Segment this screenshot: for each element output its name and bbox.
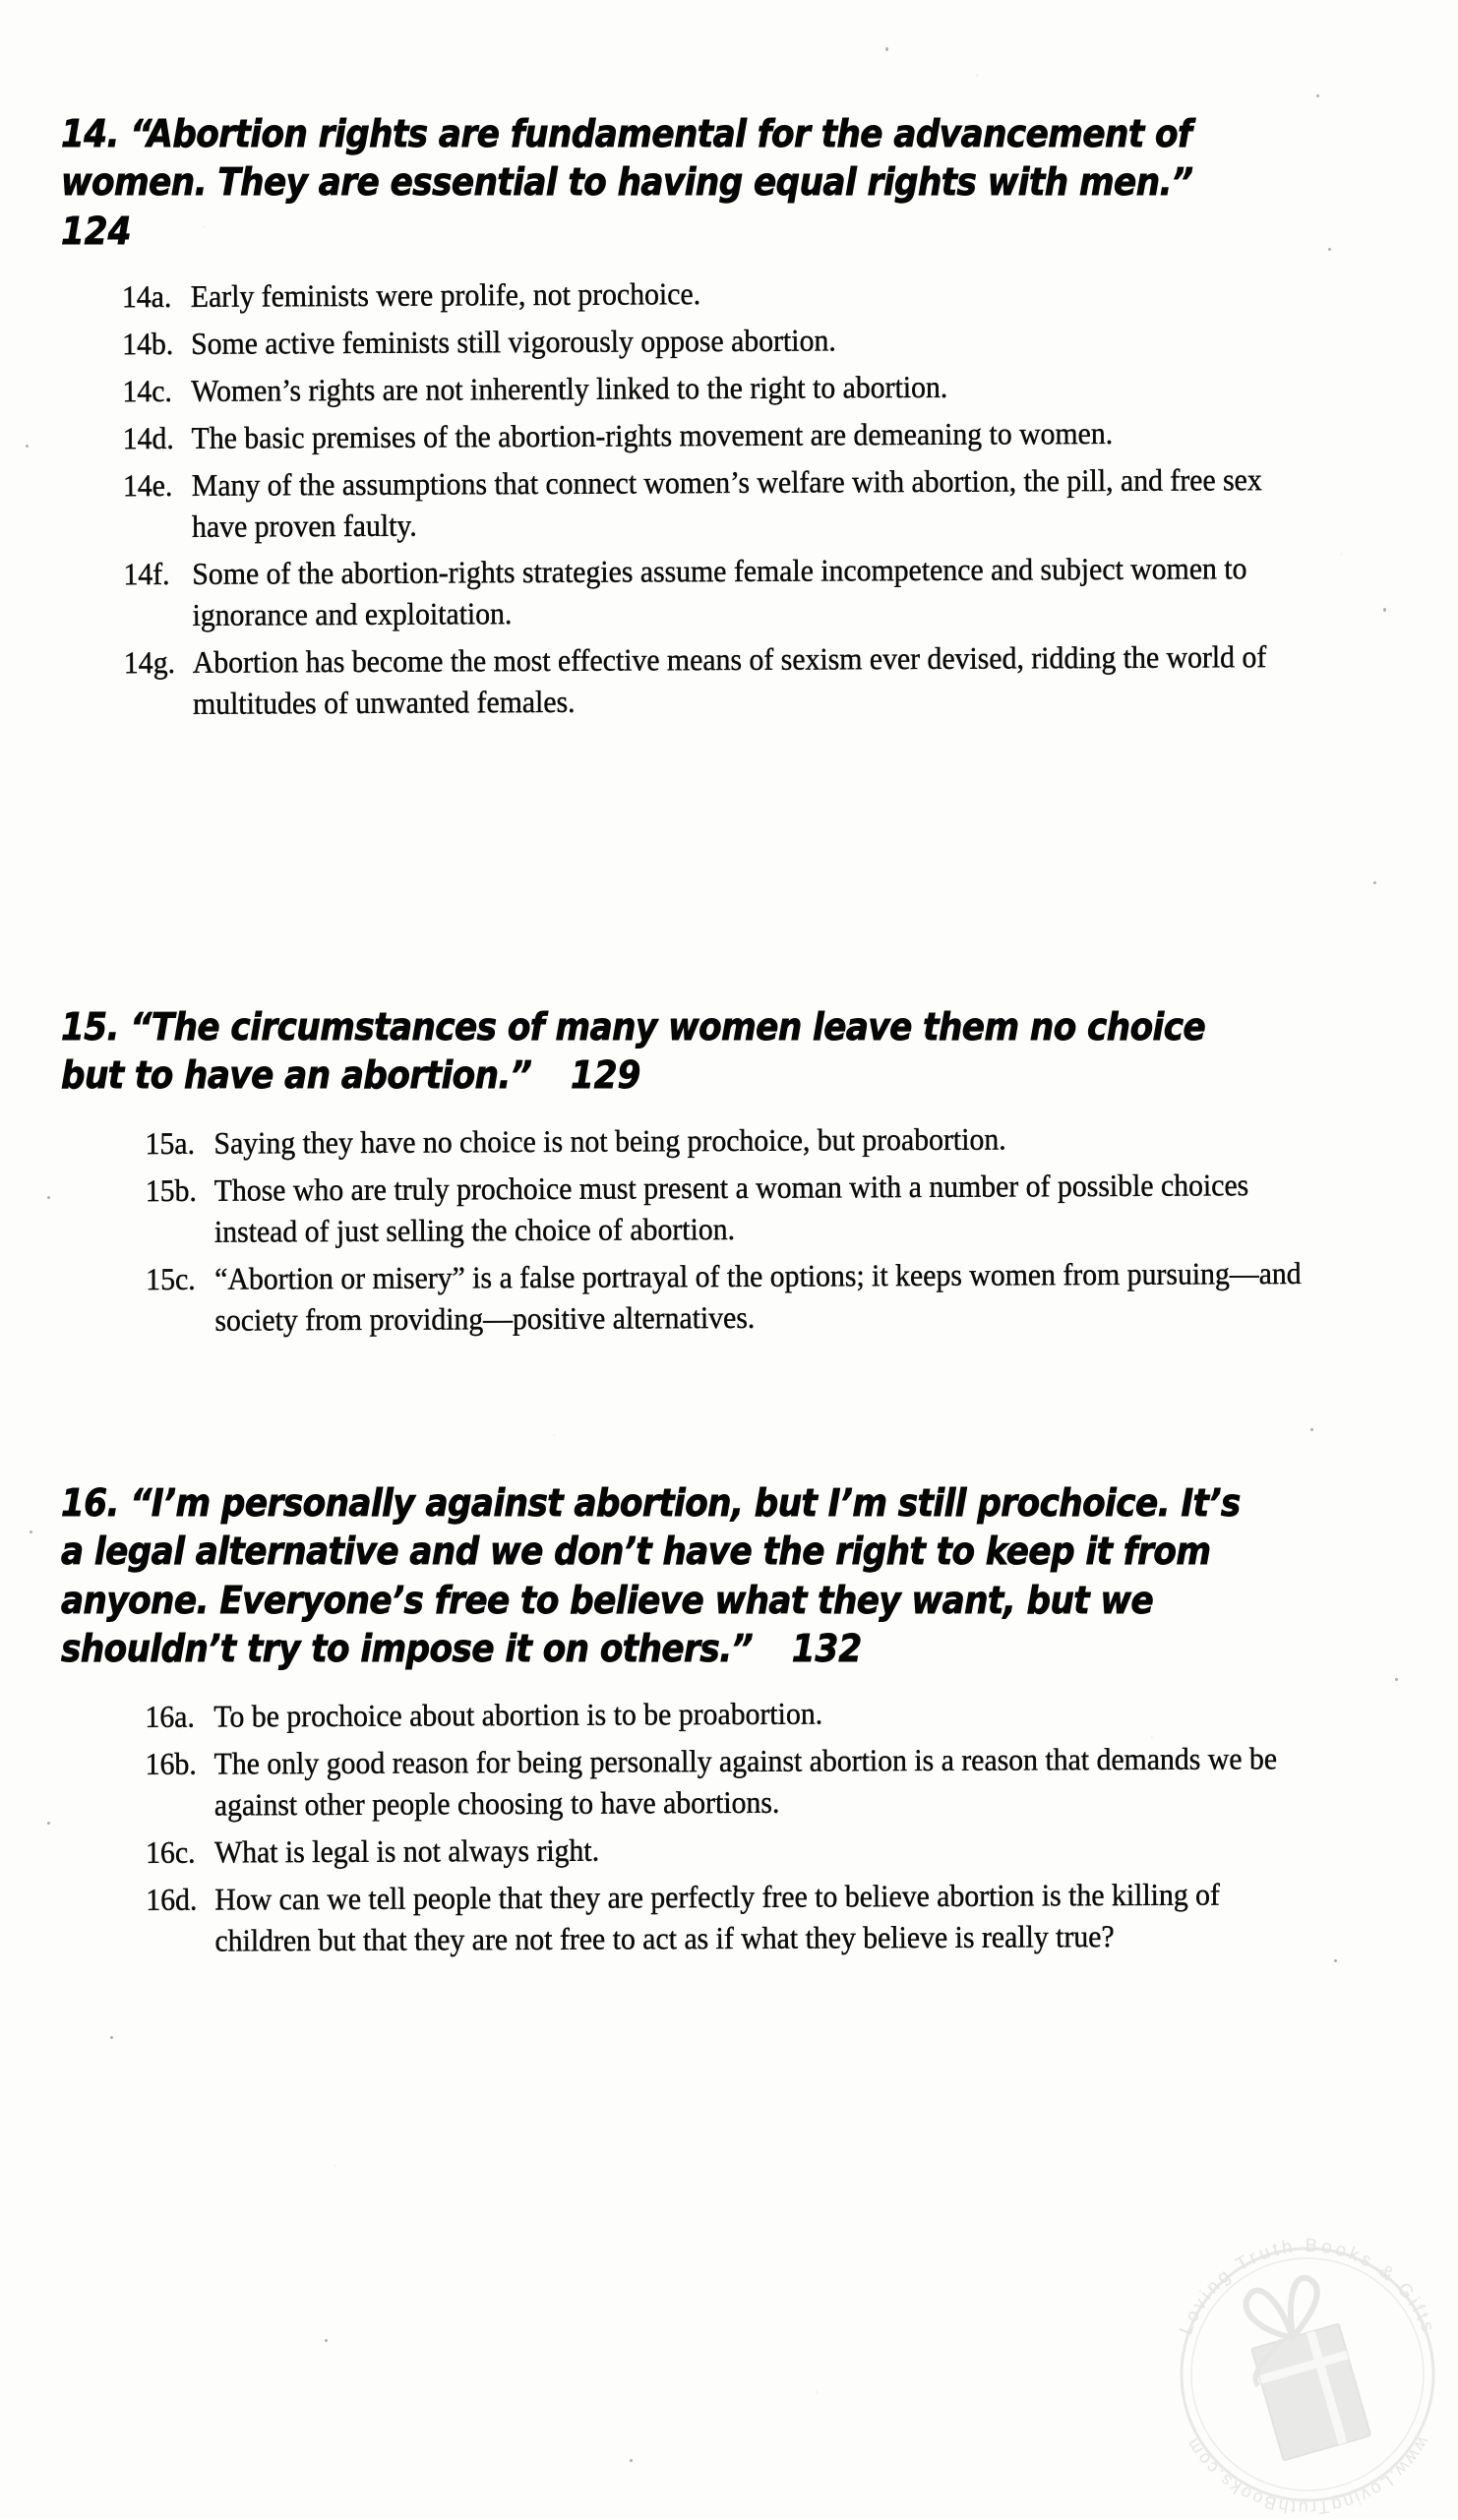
section-14-points [60, 270, 1393, 727]
point-label: 16c. [146, 1834, 196, 1870]
point-label: 14f. [123, 557, 170, 592]
point-text: Some of the abortion-rights strategies assume female incompetence and subject women to ignorance and exploitation. [192, 551, 1254, 633]
list-item [122, 270, 1321, 318]
section-16-page-ref: 132 [791, 1627, 863, 1671]
point-text: Many of the assumptions that connect women’s welfare with abortion, the pill, and free sex have proven faulty. [191, 462, 1270, 545]
section-15-points [60, 1116, 1390, 1342]
gift-box-icon [1232, 2271, 1370, 2462]
list-item [123, 459, 1322, 548]
point-label: 16a. [145, 1699, 195, 1734]
point-label: 16b. [145, 1746, 197, 1781]
list-item [145, 1691, 1321, 1738]
section-15-quote: 15. “The circumstances of many women leave them no choice but to have an abortion.” [61, 1005, 1217, 1098]
scan-speck [1373, 881, 1376, 884]
list-item [123, 412, 1322, 459]
section-14 [61, 110, 1379, 729]
point-label: 14c. [122, 374, 172, 409]
point-label: 14e. [122, 468, 173, 504]
point-text: Saying they have no choice is not being prochoice, but proabortion. [213, 1121, 1006, 1161]
list-item [146, 1874, 1322, 1962]
point-text: The only good reason for being personally against abortion is a reason that demands we be against other people choosing to have abortions. [213, 1740, 1285, 1823]
point-label: 15a. [145, 1125, 196, 1161]
section-15 [61, 1003, 1379, 1345]
scan-speck [1383, 608, 1386, 612]
watermark-bottom-text: www.LovingTruthBooks.com [1181, 2432, 1434, 2519]
section-15-page-ref: 129 [570, 1053, 641, 1098]
watermark-inner-ring [1191, 2258, 1424, 2490]
scan-speck [1310, 1428, 1313, 1431]
point-label: 15c. [146, 1261, 196, 1297]
point-text: To be prochoice about abortion is to be proabortion. [213, 1696, 823, 1734]
section-15-heading [61, 1003, 1247, 1101]
list-item [122, 365, 1321, 412]
scan-speck [1334, 1959, 1337, 1962]
point-text: Some active feminists still vigorously oppose abortion. [191, 323, 836, 362]
point-text: Those who are truly prochoice must present a woman with a number of possible choices instead of just selling the choice of abortion. [213, 1168, 1256, 1249]
section-14-heading [61, 110, 1247, 256]
point-label: 14d. [122, 421, 174, 456]
scan-speck [1395, 1678, 1398, 1681]
point-label: 16d. [146, 1882, 198, 1917]
scan-speck [630, 2459, 633, 2462]
list-item [146, 1253, 1322, 1342]
watermark-outer-ring [1182, 2249, 1433, 2500]
scan-speck [1316, 94, 1319, 97]
list-item [124, 636, 1323, 725]
point-label: 14a. [121, 279, 172, 315]
point-label: 15b. [145, 1172, 197, 1208]
point-text: How can we tell people that they are perfectly free to believe abortion is the killing of children but that they are not free to act as if what they believe is really true? [214, 1877, 1228, 1958]
scan-speck [26, 445, 29, 448]
scan-speck [47, 1822, 50, 1825]
watermark-top-text: Loving Truth Books & Gifts [1176, 2235, 1439, 2338]
scan-speck [30, 1530, 32, 1533]
scan-speck [325, 2339, 328, 2342]
section-16-heading [61, 1479, 1252, 1674]
scan-speck [885, 47, 888, 51]
point-text: The basic premises of the abortion-rights movement are demeaning to women. [191, 416, 1114, 456]
section-16-points [60, 1690, 1390, 1962]
point-label: 14g. [123, 645, 176, 681]
point-text: Abortion has become the most effective means of sexism ever devised, ridding the world of multitudes of unwanted females. [192, 639, 1274, 722]
point-text: Early feminists were prolife, not prochoice. [190, 276, 701, 315]
scan-speck [1328, 248, 1331, 251]
section-14-page-ref: 124 [61, 209, 132, 253]
list-item [123, 548, 1322, 636]
point-text: What is legal is not always right. [213, 1832, 600, 1870]
point-text: “Abortion or misery” is a false portrayal of the options; it keeps women from pursuing—and society from providing—positive alternatives. [214, 1255, 1309, 1338]
section-14-quote: 14. “Abortion rights are fundamental for the advancement of women. They are essential to having equal rights with men.” [61, 112, 1203, 205]
list-item [145, 1117, 1321, 1165]
scan-speck [110, 2036, 113, 2039]
point-text: Women’s rights are not inherently linked to the right to abortion. [191, 370, 948, 409]
list-item [146, 1827, 1322, 1874]
watermark-logo [1159, 2225, 1456, 2520]
list-item [146, 1165, 1322, 1253]
section-16 [61, 1479, 1379, 1965]
scan-speck [47, 1196, 50, 1199]
list-item [146, 1738, 1322, 1827]
list-item [122, 318, 1321, 365]
point-label: 14b. [122, 327, 174, 362]
section-16-quote: 16. “I’m personally against abortion, but I’m still prochoice. It’s a legal alternative and we don’t have the right to keep it from anyone. Everyone’s free to believe what they want, but we shouldn’t try to impose it on others.” [61, 1481, 1252, 1671]
